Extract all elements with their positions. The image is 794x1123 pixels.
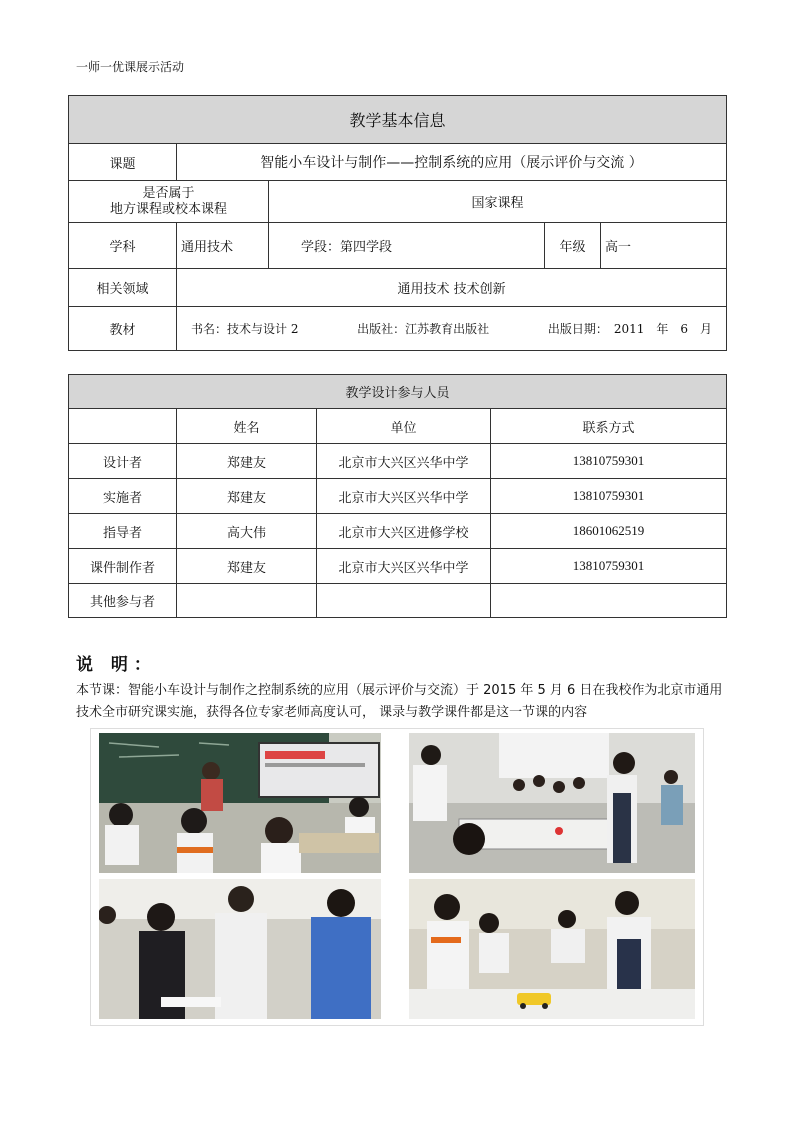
- students-car-photo: [409, 879, 695, 1019]
- grade-label: 年级: [545, 223, 601, 269]
- name-cell: 郑建友: [177, 444, 317, 479]
- unit-cell: 北京市大兴区兴华中学: [317, 479, 491, 514]
- role-cell: 实施者: [69, 479, 177, 514]
- unit-cell: 北京市大兴区进修学校: [317, 514, 491, 549]
- table-row: [69, 549, 727, 584]
- field-label: 相关领域: [69, 269, 177, 307]
- course-type-value: 国家课程: [269, 181, 727, 223]
- basic-info-title: 教学基本信息: [69, 96, 727, 144]
- note-title: 说 明：: [76, 655, 157, 675]
- course-type-label-line1: 是否属于: [142, 185, 195, 201]
- unit-cell: [317, 584, 491, 618]
- role-cell: 其他参与者: [69, 584, 177, 618]
- unit-cell: 北京市大兴区兴华中学: [317, 549, 491, 584]
- subject-label: 学科: [69, 223, 177, 269]
- header-unit: 单位: [317, 409, 491, 444]
- note-body: 本节课：智能小车设计与制作之控制系统的应用（展示评价与交流）于 2015 年 5 月 6 日在我校作为北京市通用技术全市研究课实施，获得各位专家老师高度认可， 课录与教学课件都是这一节课的内容: [76, 683, 723, 720]
- phone-cell: 13810759301: [491, 479, 727, 514]
- subject-value: 通用技术: [177, 223, 269, 269]
- publisher: 出版社：江苏教育出版社: [357, 322, 490, 336]
- course-type-label-line2: 地方课程或校本课程: [109, 201, 227, 217]
- role-cell: 课件制作者: [69, 549, 177, 584]
- phone-cell: 18601062519: [491, 514, 727, 549]
- photo-collage: [90, 728, 704, 1026]
- role-cell: 指导者: [69, 514, 177, 549]
- phone-cell: 13810759301: [491, 549, 727, 584]
- participants-table: [68, 374, 727, 618]
- table-row: [69, 444, 727, 479]
- grade-value: 高一: [601, 223, 727, 269]
- basic-info-table: [68, 95, 727, 351]
- header-blank: [69, 409, 177, 444]
- table-row: [69, 584, 727, 618]
- table-row: [69, 514, 727, 549]
- phone-cell: 13810759301: [491, 444, 727, 479]
- name-cell: [177, 584, 317, 618]
- phone-cell: [491, 584, 727, 618]
- track-photo: [409, 733, 695, 873]
- topic-label: 课题: [69, 144, 177, 181]
- header-contact: 联系方式: [491, 409, 727, 444]
- name-cell: 高大伟: [177, 514, 317, 549]
- publish-date: 出版日期： 2011 年 6 月: [547, 322, 712, 336]
- field-value: 通用技术 技术创新: [177, 269, 727, 307]
- name-cell: 郑建友: [177, 549, 317, 584]
- unit-cell: 北京市大兴区兴华中学: [317, 444, 491, 479]
- participants-title: 教学设计参与人员: [69, 375, 727, 409]
- textbook-info: [177, 307, 727, 351]
- classroom-photo: [99, 733, 381, 873]
- page-header: 一师一优课展示活动: [76, 60, 185, 74]
- header-name: 姓名: [177, 409, 317, 444]
- textbook-label: 教材: [69, 307, 177, 351]
- teachers-photo: [99, 879, 381, 1019]
- course-type-label: [69, 181, 269, 223]
- topic-value: 智能小车设计与制作——控制系统的应用（展示评价与交流 ）: [177, 144, 727, 181]
- stage-value: 学段：第四学段: [269, 223, 545, 269]
- table-row: [69, 479, 727, 514]
- name-cell: 郑建友: [177, 479, 317, 514]
- role-cell: 设计者: [69, 444, 177, 479]
- book-name: 书名：技术与设计 2: [191, 322, 299, 336]
